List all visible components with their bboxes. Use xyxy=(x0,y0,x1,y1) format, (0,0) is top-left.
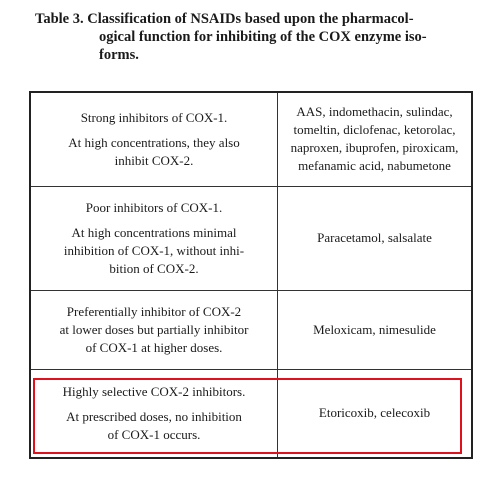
table-row xyxy=(31,93,471,186)
drugs-cell xyxy=(278,93,472,186)
cell-text: Strong inhibitors of COX-1. xyxy=(80,109,228,125)
classification-cell xyxy=(31,369,278,457)
table-caption xyxy=(35,10,481,64)
cell-text: inhibition of COX-1, without inhi- xyxy=(63,242,245,258)
cell-text: inhibit COX-2. xyxy=(114,152,194,168)
drugs-cell xyxy=(278,369,472,457)
cell-text: tomeltin, diclofenac, ketorolac, xyxy=(293,122,456,138)
cell-text: at lower doses but partially inhibitor xyxy=(59,321,249,337)
nsaid-table xyxy=(29,91,473,459)
cell-text: Etoricoxib, celecoxib xyxy=(318,405,431,421)
classification-cell xyxy=(31,290,278,369)
table-row xyxy=(31,369,471,457)
classification-cell xyxy=(31,186,278,290)
caption-line-3: forms. xyxy=(99,47,139,63)
cell-text: Paracetamol, salsalate xyxy=(317,230,432,245)
classification-cell xyxy=(31,93,278,186)
cell-text: mefanamic acid, nabumetone xyxy=(298,158,451,174)
cell-text: Meloxicam, nimesulide xyxy=(313,321,436,337)
cell-text: naproxen, ibuprofen, piroxicam, xyxy=(290,140,459,156)
cell-text: At high concentrations minimal xyxy=(71,224,237,240)
cell-text: At high concentrations, they also xyxy=(68,134,240,150)
cell-text: of COX-1 occurs. xyxy=(107,426,201,442)
caption-line-1: Table 3. Classification of NSAIDs based upon the pharmacol- xyxy=(35,11,414,27)
table-row xyxy=(31,290,471,369)
drugs-cell xyxy=(278,186,472,290)
cell-text: At prescribed doses, no inhibition xyxy=(66,408,242,424)
cell-text: Poor inhibitors of COX-1. xyxy=(85,199,223,215)
cell-text: bition of COX-2. xyxy=(109,260,199,276)
table-row xyxy=(31,186,471,290)
caption-line-2: ogical function for inhibiting of the COX enzyme iso- xyxy=(99,29,427,45)
cell-text: AAS, indomethacin, sulindac, xyxy=(296,104,453,120)
drugs-cell xyxy=(278,290,472,369)
cell-text: Highly selective COX-2 inhibitors. xyxy=(62,383,246,399)
cell-text: Preferentially inhibitor of COX-2 xyxy=(66,303,242,319)
cell-text: of COX-1 at higher doses. xyxy=(85,339,223,355)
